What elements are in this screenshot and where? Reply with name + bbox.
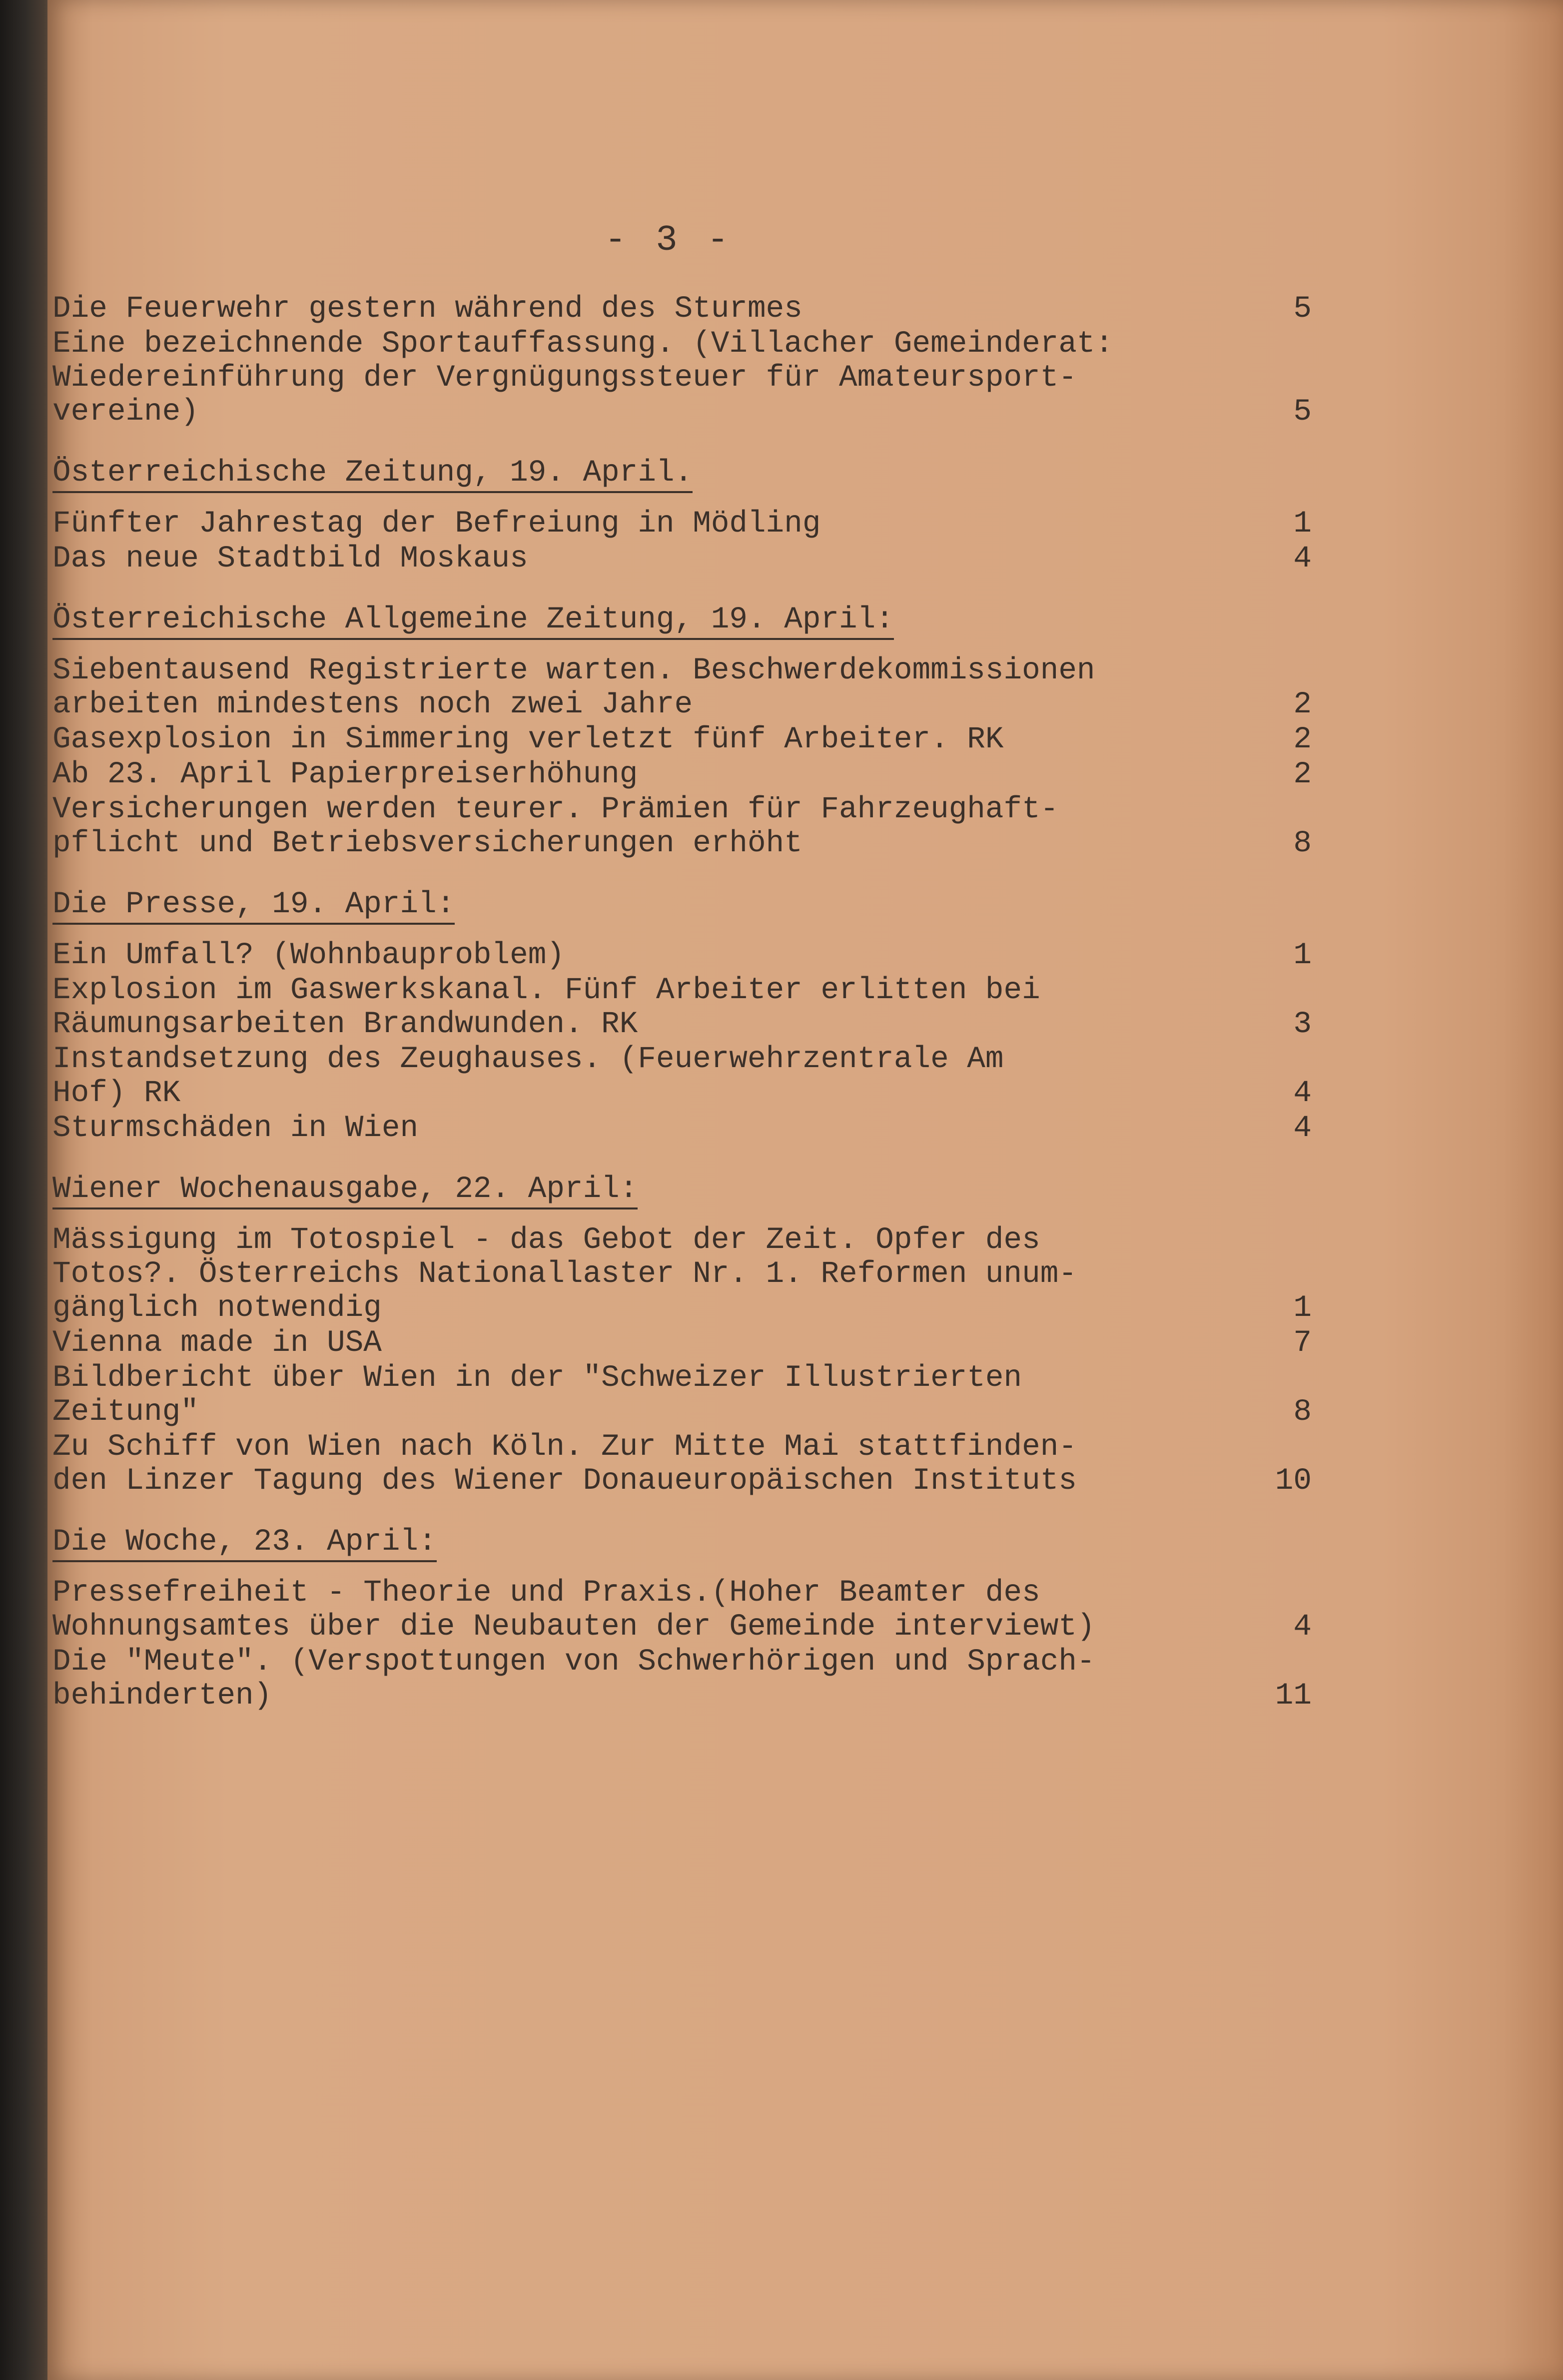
- article-title: [52, 507, 820, 541]
- page-reference: 8: [1293, 1395, 1312, 1429]
- article-entry: [52, 758, 1312, 792]
- newspaper-section: [52, 862, 1312, 1146]
- article-entry: [52, 1043, 1312, 1111]
- article-title: [52, 974, 1040, 1042]
- article-title-line: Explosion im Gaswerkskanal. Fünf Arbeiter erlitten bei: [52, 973, 1040, 1008]
- article-entry: [52, 507, 1312, 541]
- article-title-line: Vienna made in USA: [52, 1326, 382, 1360]
- article-entry: [52, 1326, 1312, 1360]
- article-entry: [52, 542, 1312, 576]
- page-reference: 1: [1293, 1291, 1312, 1325]
- article-title: [52, 723, 1004, 757]
- article-entry: [52, 974, 1312, 1042]
- article-title-line: gänglich notwendig: [52, 1291, 382, 1325]
- article-title-line: Mässigung im Totospiel - das Gebot der Zeit. Opfer des: [52, 1223, 1040, 1257]
- article-title: [52, 1430, 1077, 1498]
- article-title: [52, 1645, 1095, 1713]
- article-title: [52, 1361, 1022, 1429]
- article-title: [52, 1112, 418, 1146]
- newspaper-heading: Wiener Wochenausgabe, 22. April:: [52, 1173, 638, 1209]
- document-page: [47, 0, 1563, 2380]
- article-title: [52, 1043, 1004, 1111]
- article-entry: [52, 327, 1312, 429]
- article-title-line: Instandsetzung des Zeughauses. (Feuerwehrzentrale Am: [52, 1042, 1004, 1077]
- page-reference: 2: [1293, 757, 1312, 792]
- article-title-line: Zeitung": [52, 1395, 199, 1429]
- article-title-line: Siebentausend Registrierte warten. Beschwerdekommissionen: [52, 653, 1095, 688]
- article-title-line: pflicht und Betriebsversicherungen erhöht: [52, 826, 802, 861]
- page-reference: 5: [1293, 292, 1312, 326]
- article-title-line: Gasexplosion in Simmering verletzt fünf Arbeiter. RK: [52, 722, 1004, 757]
- article-entry: [52, 1223, 1312, 1325]
- page-number: - 3 -: [605, 220, 733, 261]
- article-title: [52, 758, 638, 792]
- newspaper-section: [52, 1499, 1312, 1713]
- article-title-line: Wiedereinführung der Vergnügungssteuer für Amateursport-: [52, 361, 1077, 395]
- article-entry: [52, 793, 1312, 861]
- article-title-line: Zu Schiff von Wien nach Köln. Zur Mitte Mai stattfinden-: [52, 1430, 1077, 1464]
- newspaper-section: [52, 577, 1312, 861]
- article-title: [52, 542, 528, 576]
- article-entry: [52, 1430, 1312, 1498]
- article-title-line: Sturmschäden in Wien: [52, 1111, 419, 1146]
- page-reference: 7: [1293, 1326, 1312, 1360]
- article-entry: [52, 1645, 1312, 1713]
- page-reference: 4: [1293, 1076, 1312, 1111]
- page-reference: 1: [1293, 507, 1312, 541]
- page-reference: 4: [1293, 1111, 1312, 1146]
- article-title-line: Ab 23. April Papierpreiserhöhung: [52, 757, 638, 792]
- article-title-line: Versicherungen werden teurer. Prämien für Fahrzeughaft-: [52, 792, 1059, 827]
- article-title: [52, 1326, 382, 1360]
- newspaper-heading: Die Presse, 19. April:: [52, 888, 455, 925]
- article-title-line: arbeiten mindestens noch zwei Jahre: [52, 687, 693, 722]
- newspaper-heading: Die Woche, 23. April:: [52, 1525, 437, 1562]
- article-title-line: den Linzer Tagung des Wiener Donaueuropäischen Instituts: [52, 1464, 1077, 1498]
- article-title: [52, 793, 1058, 861]
- page-reference: 11: [1275, 1679, 1312, 1713]
- article-title-line: Wohnungsamtes über die Neubauten der Gemeinde interviewt): [52, 1610, 1095, 1644]
- newspaper-heading: Österreichische Zeitung, 19. April.: [52, 456, 693, 493]
- article-title: [52, 1223, 1077, 1325]
- page-reference: 1: [1293, 938, 1312, 973]
- article-entry: [52, 723, 1312, 757]
- page-reference: 2: [1293, 722, 1312, 757]
- press-index-list: [52, 292, 1312, 1714]
- page-reference: 2: [1293, 687, 1312, 722]
- article-title: [52, 1576, 1095, 1644]
- binding-spine: [0, 0, 55, 2380]
- article-title: [52, 939, 565, 973]
- article-title-line: Bildbericht über Wien in der "Schweizer Illustrierten: [52, 1361, 1022, 1395]
- article-title-line: Räumungsarbeiten Brandwunden. RK: [52, 1007, 638, 1042]
- article-entry: [52, 1361, 1312, 1429]
- article-entry: [52, 654, 1312, 722]
- article-title-line: Totos?. Österreichs Nationallaster Nr. 1. Reformen unum-: [52, 1257, 1077, 1291]
- article-title-line: Das neue Stadtbild Moskaus: [52, 542, 528, 576]
- article-title: [52, 654, 1095, 722]
- article-title-line: Eine bezeichnende Sportauffassung. (Villacher Gemeinderat:: [52, 327, 1114, 361]
- article-title-line: Fünfter Jahrestag der Befreiung in Mödling: [52, 507, 821, 541]
- page-reference: 8: [1293, 826, 1312, 861]
- article-title-line: Pressefreiheit - Theorie und Praxis.(Hoher Beamter des: [52, 1576, 1040, 1610]
- newspaper-section: [52, 1147, 1312, 1498]
- page-reference: 4: [1293, 1610, 1312, 1644]
- newspaper-heading: Österreichische Allgemeine Zeitung, 19. April:: [52, 603, 894, 640]
- page-reference: 5: [1293, 395, 1312, 429]
- article-title-line: Die "Meute". (Verspottungen von Schwerhörigen und Sprach-: [52, 1645, 1095, 1679]
- article-title-line: Die Feuerwehr gestern während des Sturmes: [52, 292, 802, 326]
- newspaper-section: [52, 430, 1312, 576]
- article-title: [52, 292, 802, 326]
- article-entry: [52, 1112, 1312, 1146]
- page-reference: 10: [1275, 1464, 1312, 1498]
- article-title-line: Ein Umfall? (Wohnbauproblem): [52, 938, 565, 973]
- article-entry: [52, 939, 1312, 973]
- article-title-line: Hof) RK: [52, 1076, 181, 1111]
- article-title-line: vereine): [52, 395, 199, 429]
- page-reference: 4: [1293, 542, 1312, 576]
- article-title: [52, 327, 1113, 429]
- article-title-line: behinderten): [52, 1679, 272, 1713]
- article-entry: [52, 1576, 1312, 1644]
- article-entry: [52, 292, 1312, 326]
- page-reference: 3: [1293, 1007, 1312, 1042]
